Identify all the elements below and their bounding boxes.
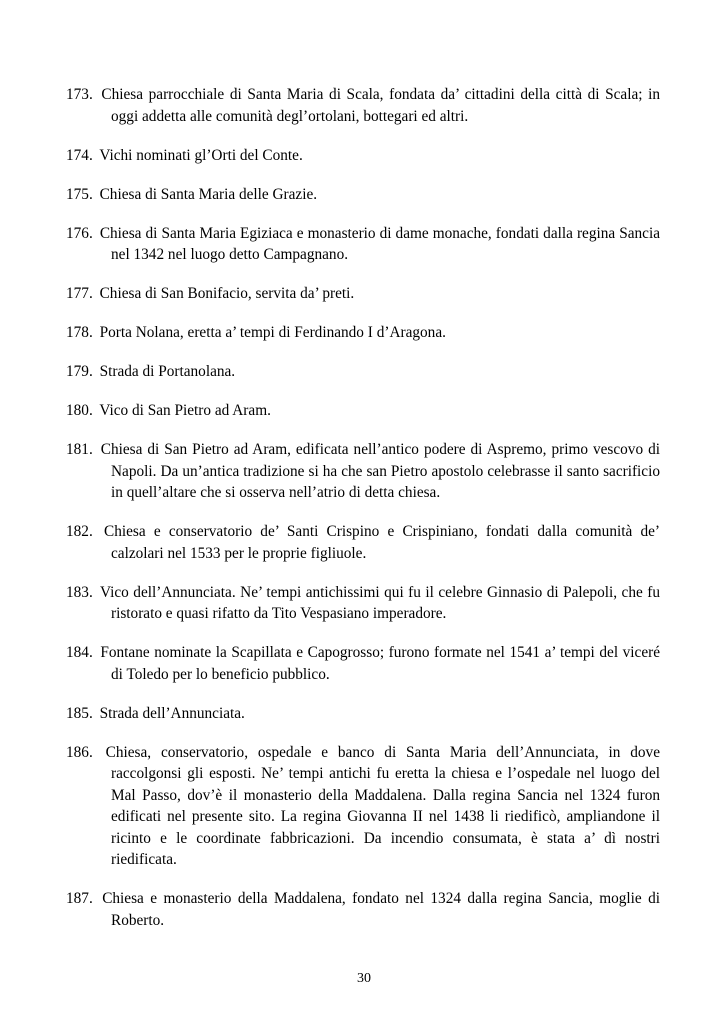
entry-text: Vico dell’Annunciata. Ne’ tempi antichissimi qui fu il celebre Ginnasio di Palepoli, che fu ristorato e quasi rifatto da Tito Vespasiano imperadore. (100, 583, 660, 622)
list-item (66, 888, 660, 931)
entry-text: Chiesa di San Bonifacio, servita da’ preti. (99, 285, 355, 302)
list-item (66, 439, 660, 504)
list-item (66, 521, 660, 564)
list-item (66, 400, 660, 422)
entry-number: 173. (66, 86, 93, 103)
page-number: 30 (357, 971, 371, 986)
entry-text: Chiesa e monasterio della Maddalena, fondato nel 1324 dalla regina Sancia, moglie di Roberto. (102, 890, 660, 929)
entry-number: 183. (66, 583, 93, 601)
list-item (66, 322, 660, 344)
entry-text: Fontane nominate la Scapillata e Capogrosso; furono formate nel 1541 a’ tempi del viceré di Toledo per lo beneficio pubblico. (100, 644, 661, 683)
entry-text: Porta Nolana, eretta a’ tempi di Ferdinando I d’Aragona. (99, 324, 446, 341)
list-item (66, 742, 660, 871)
list-item (66, 184, 660, 206)
entry-number: 177. (66, 285, 93, 302)
entry-number: 186. (66, 743, 93, 761)
entry-text: Chiesa e conservatorio de’ Santi Crispino e Crispiniano, fondati dalla comunità de’ calzolari nel 1533 per le proprie figliuole. (104, 523, 660, 562)
list-item (66, 145, 660, 167)
entry-number: 174. (66, 146, 93, 164)
entry-number: 175. (66, 185, 93, 203)
list-item (66, 283, 660, 305)
list-item (66, 582, 660, 625)
entry-text: Chiesa parrocchiale di Santa Maria di Scala, fondata da’ cittadini della città di Scala; in oggi addetta alle comunità degl’ortolani, bottegari ed altri. (101, 86, 660, 125)
entry-number: 176. (66, 224, 93, 242)
entry-text: Strada di Portanolana. (99, 363, 236, 380)
entry-number: 187. (66, 890, 93, 907)
entry-text: Chiesa di San Pietro ad Aram, edificata nell’antico podere di Aspremo, primo vescovo di Napoli. Da un’antica tradizione si ha che san Pietro apostolo celebrasse il santo sacrificio in quell’altare che si osserva nell’atrio di detta chiesa. (100, 441, 660, 501)
entry-number: 180. (66, 402, 93, 419)
list-item (66, 703, 660, 725)
entry-text: Vico di San Pietro ad Aram. (99, 402, 271, 419)
list-item (66, 84, 660, 127)
entry-text: Chiesa, conservatorio, ospedale e banco di Santa Maria dell’Annunciata, in dove raccolgonsi gli esposti. Ne’ tempi antichi fu eretta la chiesa e l’ospedale nel luogo del Mal Passo, dov’è il monasterio della Maddalena. Dalla regina Sancia nel 1324 furon edificati nel presente sito. La regina Giovanna II nel 1438 li riedificò, ampliandone il ricinto e le coordinate fabbricazioni. Da incendio consumata, è stata a’ dì nostri riedificata. (105, 743, 660, 868)
entry-number: 184. (66, 644, 93, 661)
entry-text: Strada dell’Annunciata. (99, 704, 245, 722)
entry-number: 179. (66, 363, 93, 380)
entry-number: 185. (66, 704, 93, 722)
list-item (66, 223, 660, 266)
list-item (66, 642, 660, 685)
entry-text: Chiesa di Santa Maria delle Grazie. (99, 185, 318, 203)
entry-number: 178. (66, 324, 93, 341)
entry-text: Vichi nominati gl’Orti del Conte. (99, 146, 303, 164)
entry-list (66, 84, 660, 949)
entry-number: 182. (66, 523, 93, 540)
entry-text: Chiesa di Santa Maria Egiziaca e monasterio di dame monache, fondati dalla regina Sancia nel 1342 nel luogo detto Campagnano. (99, 224, 660, 263)
entry-number: 181. (66, 441, 93, 458)
list-item (66, 361, 660, 383)
